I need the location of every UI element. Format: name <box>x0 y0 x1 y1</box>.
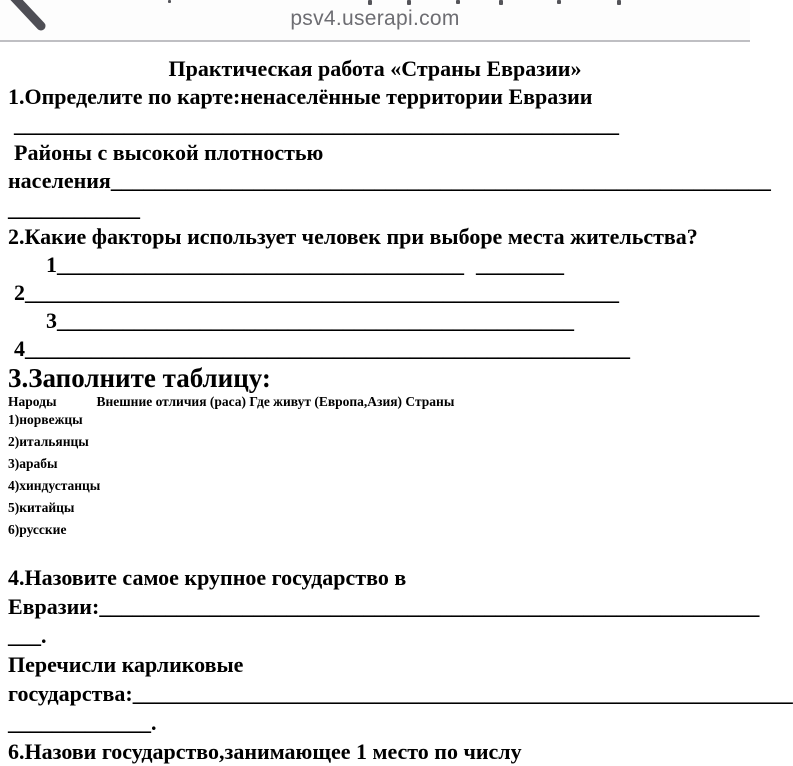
q3-row-6: 6)русские <box>8 522 67 537</box>
q4-line2-label: Евразии: <box>8 594 100 619</box>
q4-line1: 4.Назовите самое крупное государство в <box>8 565 407 590</box>
q2-text: 2.Какие факторы использует человек при выборе места жительства? <box>8 224 698 249</box>
q4-line6-blank: _____________. <box>8 710 157 735</box>
address-bar[interactable]: psv4.userapi.com <box>290 7 460 30</box>
q6-text: 6.Назови государство,занимающее 1 место по числу <box>8 739 522 764</box>
q2-item-3-num: 3 <box>46 308 57 333</box>
q3-row-2: 2)итальянцы <box>8 434 89 449</box>
q2-item-3-blank: _______________________________________________ <box>57 308 574 333</box>
q2-item-1 <box>0 251 750 279</box>
q3-row-4: 4)хиндустанцы <box>8 478 101 493</box>
q2-item-2 <box>0 279 750 307</box>
q1-line3-blank: ____________________________________________________________ <box>110 168 771 193</box>
q4-line4: Перечисли карликовые <box>8 652 244 677</box>
q2-item-4 <box>0 335 750 363</box>
document-page <box>0 42 793 764</box>
q1-line3-label: населения <box>8 168 111 193</box>
doc-title: Практическая работа «Страны Евразии» <box>168 56 582 81</box>
q2-item-4-num: 4 <box>14 336 25 361</box>
q4-line2-blank: ____________________________________________________________ <box>99 594 760 619</box>
q2-item-4-blank: _______________________________________________________ <box>25 336 630 361</box>
q3-table-header <box>0 394 750 409</box>
q4-line5-label: государства: <box>8 681 133 706</box>
q2-item-3 <box>0 307 750 335</box>
q2-item-1-blank: _____________________________________ <box>57 252 464 277</box>
q3-heading: 3.Заполните таблицу: <box>8 363 271 393</box>
q4-line3-blank: ___. <box>8 623 47 648</box>
q3-header-col1: Народы <box>8 394 57 409</box>
q1-text: 1.Определите по карте:ненаселённые территории Евразии <box>8 84 593 109</box>
q1-line3 <box>0 167 771 195</box>
q3-header-col2: Внешние отличия (раса) Где живут (Европа,Азия) Страны <box>96 394 455 409</box>
q4-line5-blank: ____________________________________________________________ <box>132 681 793 706</box>
q2-item-2-blank: ______________________________________________________ <box>25 280 619 305</box>
q2-item-1-num: 1 <box>46 252 57 277</box>
browser-top-bar <box>0 0 750 42</box>
q2-item-1-blank2: ________ <box>476 252 564 277</box>
q3-row-5: 5)китайцы <box>8 500 75 515</box>
q3-row-1: 1)норвежцы <box>8 412 83 427</box>
q1-line2: Районы с высокой плотностью <box>14 140 324 165</box>
q1-blank-line: _______________________________________________________ <box>14 112 619 137</box>
q3-row-3: 3)арабы <box>8 456 58 471</box>
q4-line2 <box>0 592 760 621</box>
q1-line4-blank: ____________ <box>8 196 140 221</box>
q4-section <box>0 563 793 766</box>
q4-line5 <box>0 679 793 708</box>
q2-item-2-num: 2 <box>14 280 25 305</box>
